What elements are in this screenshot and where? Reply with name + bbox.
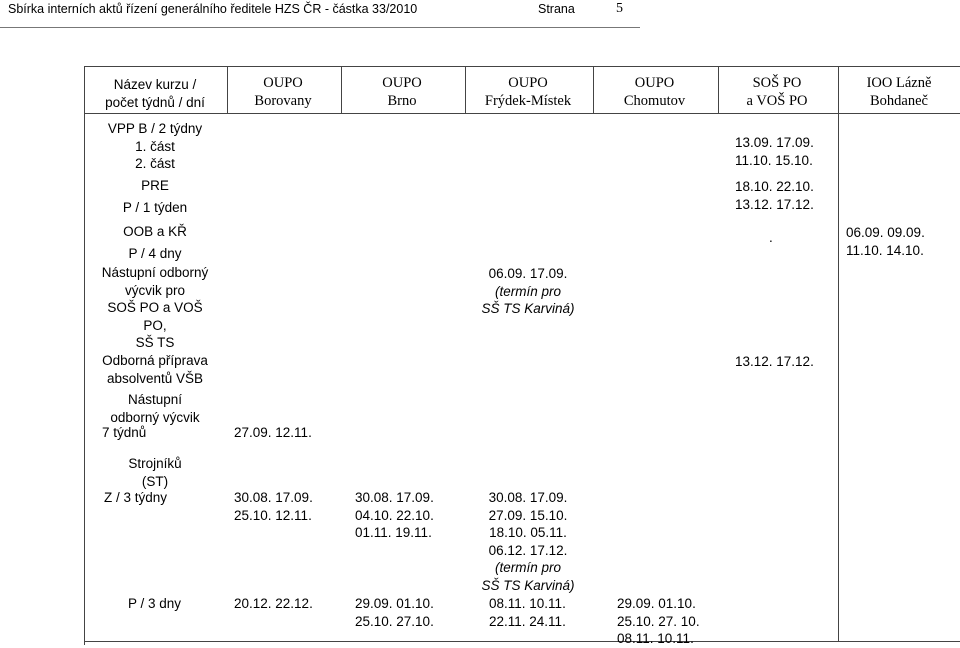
row-nastupni-sos-name: Nástupní odborný výcvik pro SOŠ PO a VOŠ PO, SŠ TS: [101, 265, 209, 350]
row-oob-ioo: 06.09. 09.09. 11.10. 14.10.: [846, 225, 925, 258]
row-z3-frydek: 30.08. 17.09. 27.09. 15.10. 18.10. 05.11. 06.12. 17.12. (termín pro SŠ TS Karviná): [481, 490, 575, 593]
row-odborna-name: Odborná příprava absolventů VŠB: [102, 353, 208, 386]
col-header-frydek: OUPO Frýdek-Místek: [484, 75, 572, 109]
row-p3-brno: 29.09. 01.10. 25.10. 27.10.: [355, 596, 434, 629]
row-nastupni-sos-frydek: 06.09. 17.09. (termín pro SŠ TS Karviná): [481, 266, 575, 316]
row-seven-name: 7 týdnů: [102, 425, 147, 440]
row-p3-name: P / 3 dny: [128, 596, 182, 611]
col-header-ioo: IOO Lázně Bohdaneč: [866, 75, 932, 109]
page-label: Strana: [538, 2, 575, 16]
row-oob-name: OOB a KŘ P / 4 dny: [123, 224, 187, 261]
row-strojniku-name: Strojníků (ST): [128, 456, 182, 489]
row-vpp-name: VPP B / 2 týdny 1. část 2. část: [107, 121, 203, 171]
right-column-divider: [838, 113, 839, 641]
row-z3-name: Z / 3 týdny: [104, 490, 168, 505]
bottom-row-divider: [85, 641, 960, 642]
col-header-brno: OUPO Brno: [382, 75, 422, 109]
row-p3-frydek: 08.11. 10.11. 22.11. 24.11.: [489, 596, 566, 629]
col-header-sos: SOŠ PO a VOŠ PO: [746, 75, 808, 109]
column-divider: [838, 67, 839, 113]
row-vpp-sos: 13.09. 17.09. 11.10. 15.10.: [735, 135, 814, 168]
row-odborna-sos: 13.12. 17.12.: [735, 354, 814, 369]
row-seven-borovany: 27.09. 12.11.: [234, 425, 312, 440]
row-p3-chomutov: 29.09. 01.10. 25.10. 27. 10. 08.11. 10.11.: [617, 596, 700, 646]
page-header: [0, 0, 960, 28]
col-header-chomutov: OUPO Chomutov: [623, 75, 686, 109]
col-header-borovany: OUPO Borovany: [254, 75, 312, 109]
page-number: 5: [616, 1, 623, 16]
row-pre-sos: 18.10. 22.10. 13.12. 17.12.: [735, 179, 814, 212]
col-header-course: Název kurzu / počet týdnů / dní: [105, 77, 205, 110]
row-nastupni-name: Nástupní odborný výcvik: [110, 392, 200, 425]
row-pre-name: PRE P / 1 týden: [122, 178, 188, 215]
row-p3-borovany: 20.12. 22.12.: [234, 596, 313, 611]
row-oob-sos: .: [769, 230, 773, 245]
header-row-divider: [85, 113, 960, 114]
header-rule: [0, 27, 640, 28]
row-z3-borovany: 30.08. 17.09. 25.10. 12.11.: [234, 490, 313, 523]
document-title: Sbírka interních aktů řízení generálního ředitele HZS ČR - částka 33/2010: [8, 2, 418, 16]
row-z3-brno: 30.08. 17.09. 04.10. 22.10. 01.11. 19.11.: [355, 490, 434, 540]
